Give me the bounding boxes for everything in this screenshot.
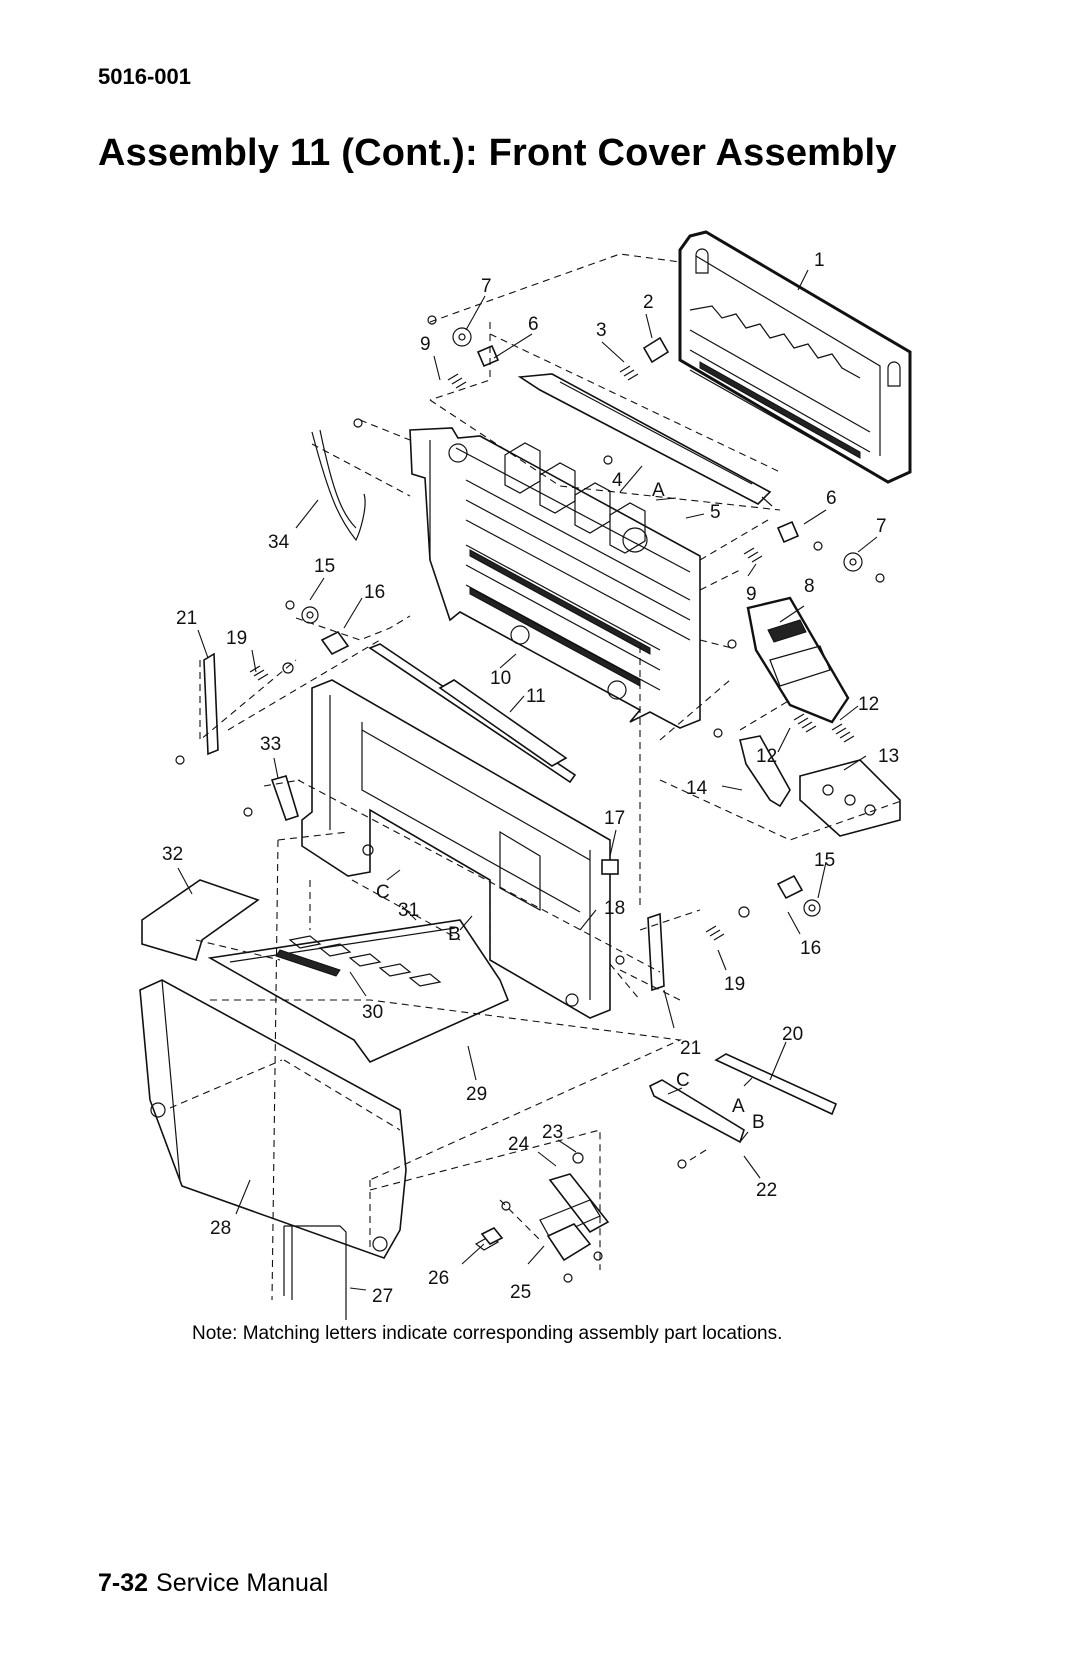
- callout-25: 25: [510, 1282, 532, 1303]
- callout-23: 23: [542, 1122, 564, 1143]
- page-footer: [98, 1569, 328, 1598]
- part-1-cover-plate: [680, 232, 910, 482]
- callout-31: 31: [398, 900, 420, 921]
- callout-3: 3: [596, 320, 607, 341]
- callout-15: 15: [314, 556, 336, 577]
- callout-14: 14: [686, 778, 708, 799]
- callout-33: 33: [260, 734, 282, 755]
- callout-A2: A: [732, 1096, 745, 1117]
- page-number: 7-32: [98, 1569, 149, 1597]
- callout-10: 10: [490, 668, 512, 689]
- callout-32: 32: [162, 844, 184, 865]
- callout-6: 6: [528, 314, 539, 335]
- manual-name: Service Manual: [156, 1569, 329, 1597]
- callout-12b: 12: [756, 746, 778, 767]
- callout-26: 26: [428, 1268, 450, 1289]
- part-33-clip: [272, 776, 298, 820]
- callout-11: 11: [526, 686, 546, 707]
- part-21-bracket-left: [204, 654, 218, 754]
- callout-6b: 6: [826, 488, 837, 509]
- callout-16b: 16: [800, 938, 822, 959]
- parts-23-26-switch-assembly: [476, 1174, 608, 1260]
- part-22-bracket: [650, 1080, 744, 1142]
- callout-17: 17: [604, 808, 626, 829]
- callout-15b: 15: [814, 850, 836, 871]
- callout-24: 24: [508, 1134, 530, 1155]
- callout-21b: 21: [680, 1038, 702, 1059]
- callout-2: 2: [643, 292, 654, 313]
- part-32-guide: [142, 880, 258, 960]
- callout-22: 22: [756, 1180, 778, 1201]
- callout-19b: 19: [724, 974, 746, 995]
- callout-B2: B: [752, 1112, 765, 1133]
- callout-27: 27: [372, 1286, 394, 1307]
- part-34-spring: [312, 430, 365, 540]
- callout-13: 13: [878, 746, 900, 767]
- part-21-bracket-right: [648, 914, 664, 990]
- callout-7b: 7: [876, 516, 887, 537]
- callout-29: 29: [466, 1084, 488, 1105]
- callout-9b: 9: [746, 584, 757, 605]
- callout-30: 30: [362, 1002, 384, 1023]
- callout-34: 34: [268, 532, 290, 553]
- callout-4: 4: [612, 470, 623, 491]
- callout-21: 21: [176, 608, 198, 629]
- callout-20: 20: [782, 1024, 804, 1045]
- callout-28: 28: [210, 1218, 232, 1239]
- callout-C: C: [376, 882, 390, 903]
- callout-7: 7: [481, 276, 492, 297]
- callout-12: 12: [858, 694, 880, 715]
- callout-18: 18: [604, 898, 626, 919]
- document-id: 5016-001: [98, 64, 191, 89]
- part-8-circuit-board: [748, 598, 848, 722]
- callout-16: 16: [364, 582, 386, 603]
- callout-B: B: [448, 924, 461, 945]
- callout-1: 1: [814, 250, 825, 271]
- page-title: Assembly 11 (Cont.): Front Cover Assembly: [98, 132, 897, 174]
- callout-A: A: [652, 480, 665, 501]
- callout-19: 19: [226, 628, 248, 649]
- callout-9: 9: [420, 334, 431, 355]
- callout-8: 8: [804, 576, 815, 597]
- callout-5: 5: [710, 502, 721, 523]
- part-13-connector: [800, 760, 900, 836]
- figure-note: Note: Matching letters indicate corresponding assembly part locations.: [192, 1323, 783, 1344]
- callout-C2: C: [676, 1070, 690, 1091]
